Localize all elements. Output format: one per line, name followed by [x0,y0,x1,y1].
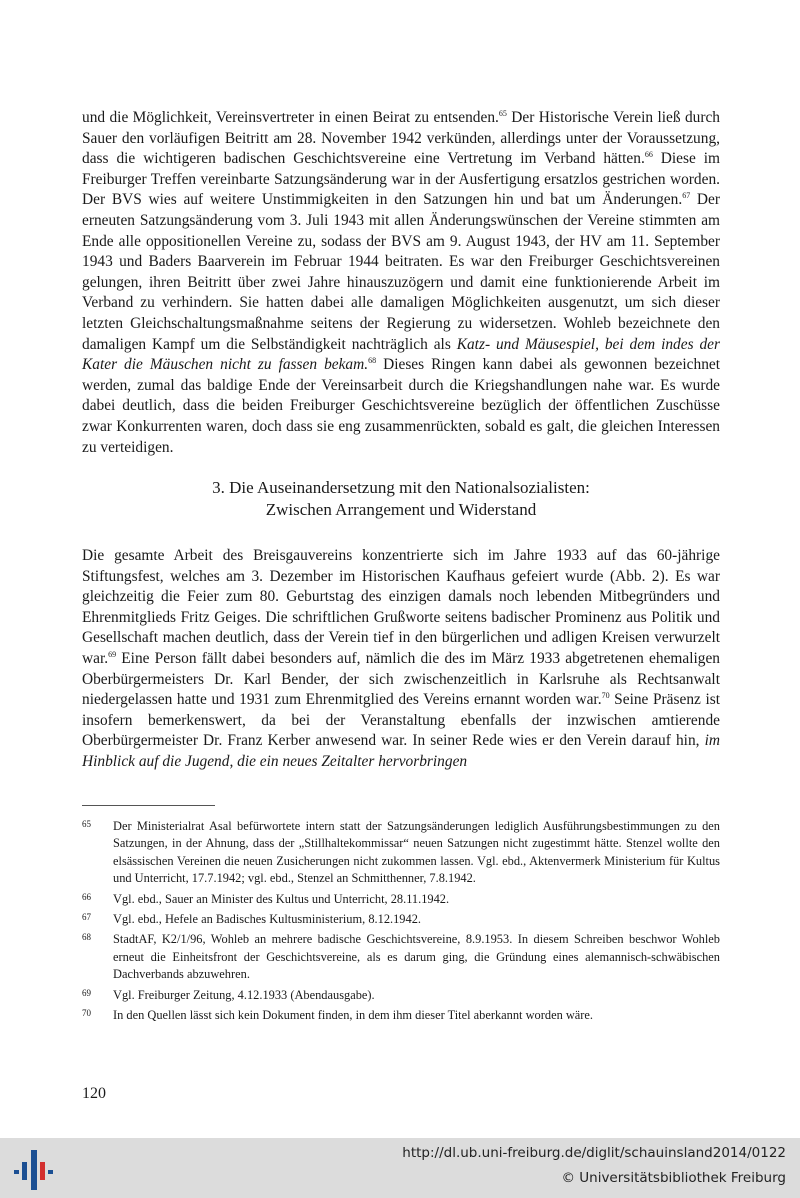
footnote-divider [82,805,215,806]
footnote-number: 68 [82,932,91,943]
footnote-70 [82,1007,720,1024]
footnote-ref-70[interactable]: 70 [601,691,610,701]
quote-text: Katz- und Mäusespiel, bei dem indes der Kater die Mäuschen nicht zu fassen bekam. [82,335,720,374]
footnote-text: StadtAF, K2/1/96, Wohleb an mehrere badische Geschichtsvereine, 8.9.1953. In diesem Schreiben beschwor Wohleb erneut die Einheitsfront der Geschichtsvereine, als es darum ging, die Gründung eines alemannisch-schwäbischen Dachverbands abzuwehren. [113,932,720,982]
text-run: Eine Person fällt dabei besonders auf, nämlich die des im März 1933 abgetretenen ehemaligen Oberbürgermeisters Dr. Karl Bender, der sich zwischenzeitlich in Karlsruhe als Rechtsanwalt niedergelassen hatte und 1931 zum Ehrenmitglied des Vereins ernannt worden war. [82,649,720,709]
body-paragraph-2 [82,546,720,773]
text-run: Die gesamte Arbeit des Breisgauvereins konzentrierte sich im Jahre 1933 auf das 60-jährige Stiftungsfest, welches am 3. Dezember im Historischen Kaufhaus gefeiert wurde (Abb. 2). Es war gleichzeitig die Feier zum 80. Geburtstag des einzigen damals noch lebenden Mitbegründers und Ehrenmitglieds Fritz Geiges. Die schriftlichen Grußworte seitens badischer Prominenz aus Politik und Gesellschaft machen deutlich, dass der Verein tief in den bürgerlichen und adligen Kreisen verwurzelt war. [82,547,720,667]
footnote-number: 67 [82,912,91,923]
footnote-68 [82,931,720,983]
heading-line-2: Zwischen Arrangement und Widerstand [265,500,537,519]
source-url-link[interactable]: http://dl.ub.uni-freiburg.de/diglit/schauinsland2014/0122 [402,1145,786,1161]
text-run: Seine Präsenz ist insofern bemerkenswert, da bei der Veranstaltung ebenfalls der inzwischen amtierende Oberbürgermeister Dr. Franz Kerber anwesend war. In seiner Rede wies er den Verein darauf hin, [82,691,721,750]
footnote-text: Der Ministerialrat Asal befürwortete intern statt der Satzungsänderungen lediglich Ausführungsbestimmungen zu den Satzungen, in der Ahnung, dass der „Stillhaltekommissar“ neuen Satzungen nicht zugestimmt hätte. Stenzel wollte den elsässischen Vereinen die neuen Zusicherungen nicht zukommen lassen. Vgl. ebd., Aktenvermerk Ministerium für Kultus und Unterricht, 17.7.1942; vgl. ebd., Stenzel an Schmitthenner, 7.8.1942. [113,819,720,886]
footnote-text: Vgl. ebd., Hefele an Badisches Kultusministerium, 8.12.1942. [113,912,421,927]
footnote-number: 69 [82,987,91,998]
footnote-number: 66 [82,891,91,902]
page-number: 120 [82,1085,106,1102]
text-run: Diese im Freiburger Treffen vereinbarte Satzungsänderung war in der Ausfertigung ersatzlos gestrichen worden. Der BVS wies auf weitere Unstimmigkeiten in den Satzungen hin und bat um Änderungen. [82,150,720,209]
ub-freiburg-logo-icon[interactable] [14,1150,54,1190]
footnote-65 [82,818,720,888]
footnote-text: Vgl. Freiburger Zeitung, 4.12.1933 (Abendausgabe). [113,987,375,1002]
footnote-number: 65 [82,819,91,829]
footnote-66 [82,891,720,908]
library-footer-bar [0,1138,800,1198]
footnote-ref-66[interactable]: 66 [644,150,653,160]
text-run: Der erneuten Satzungsänderung vom 3. Juli 1943 mit allen Änderungswünschen der Vereine stimmten am Ende alle oppositionellen Vereine zu, sodass der BVS am 9. August 1943, der HV am 11. September 1943 und Baders Baarverein im Februar 1944 beitraten. Es war den Freiburger Geschichtsvereinen gelungen, ihren Beitritt über zwei Jahre hinauszuzögern und damit eine funktionierende Arbeit im Verband zu verhindern. Sie hatten dabei alle damaligen Möglichkeiten ausgenutzt, um sich dieser letzten Gleichschaltungsmaßnahme seitens der Regierung zu widersetzen. Wohleb bezeichnete den damaligen Kampf um die Selbständigkeit nachträglich als [82,191,721,353]
footnote-ref-67[interactable]: 67 [682,191,691,201]
footnote-69 [82,987,720,1004]
footnote-text: Vgl. ebd., Sauer an Minister des Kultus und Unterricht, 28.11.1942. [113,891,450,906]
body-paragraph-1 [82,108,720,458]
footnote-ref-68[interactable]: 68 [368,356,377,366]
heading-line-1: 3. Die Auseinandersetzung mit den Nationalsozialisten: [212,478,590,497]
text-run: und die Möglichkeit, Vereinsvertreter in einen Beirat zu entsenden. [82,109,499,126]
text-run: Dieses Ringen kann dabei als gewonnen bezeichnet werden, zumal das baldige Ende der Vereinsarbeit durch die Kriegshandlungen nahe war. Es wurde dabei deutlich, dass die beiden Freiburger Geschichtsvereine bezüglich der öffentlichen Zuschüsse zwar Konkurrenten waren, doch dass sie eng zusammenrückten, sobald es galt, die gleichen Interessen zu verteidigen. [82,356,720,456]
footnote-ref-69[interactable]: 69 [108,649,117,659]
quote-text: im Hinblick auf die Jugend, die ein neues Zeitalter hervorbringen [82,732,720,770]
section-heading [82,477,720,521]
footnote-ref-65[interactable]: 65 [498,109,507,118]
footnote-text: In den Quellen lässt sich kein Dokument finden, in dem ihm dieser Titel aberkannt worden wäre. [113,1008,594,1023]
text-run: Der Historische Verein ließ durch Sauer den vorläufigen Beitritt am 28. November 1942 verkünden, allerdings unter der Voraussetzung, dass die wichtigeren badischen Geschichtsvereine eine Vertretung im Verband hätten. [82,109,721,168]
footnote-number: 70 [82,1008,91,1019]
copyright-notice: © Universitätsbibliothek Freiburg [561,1170,786,1186]
footnote-67 [82,911,720,928]
footnotes [82,818,720,1027]
